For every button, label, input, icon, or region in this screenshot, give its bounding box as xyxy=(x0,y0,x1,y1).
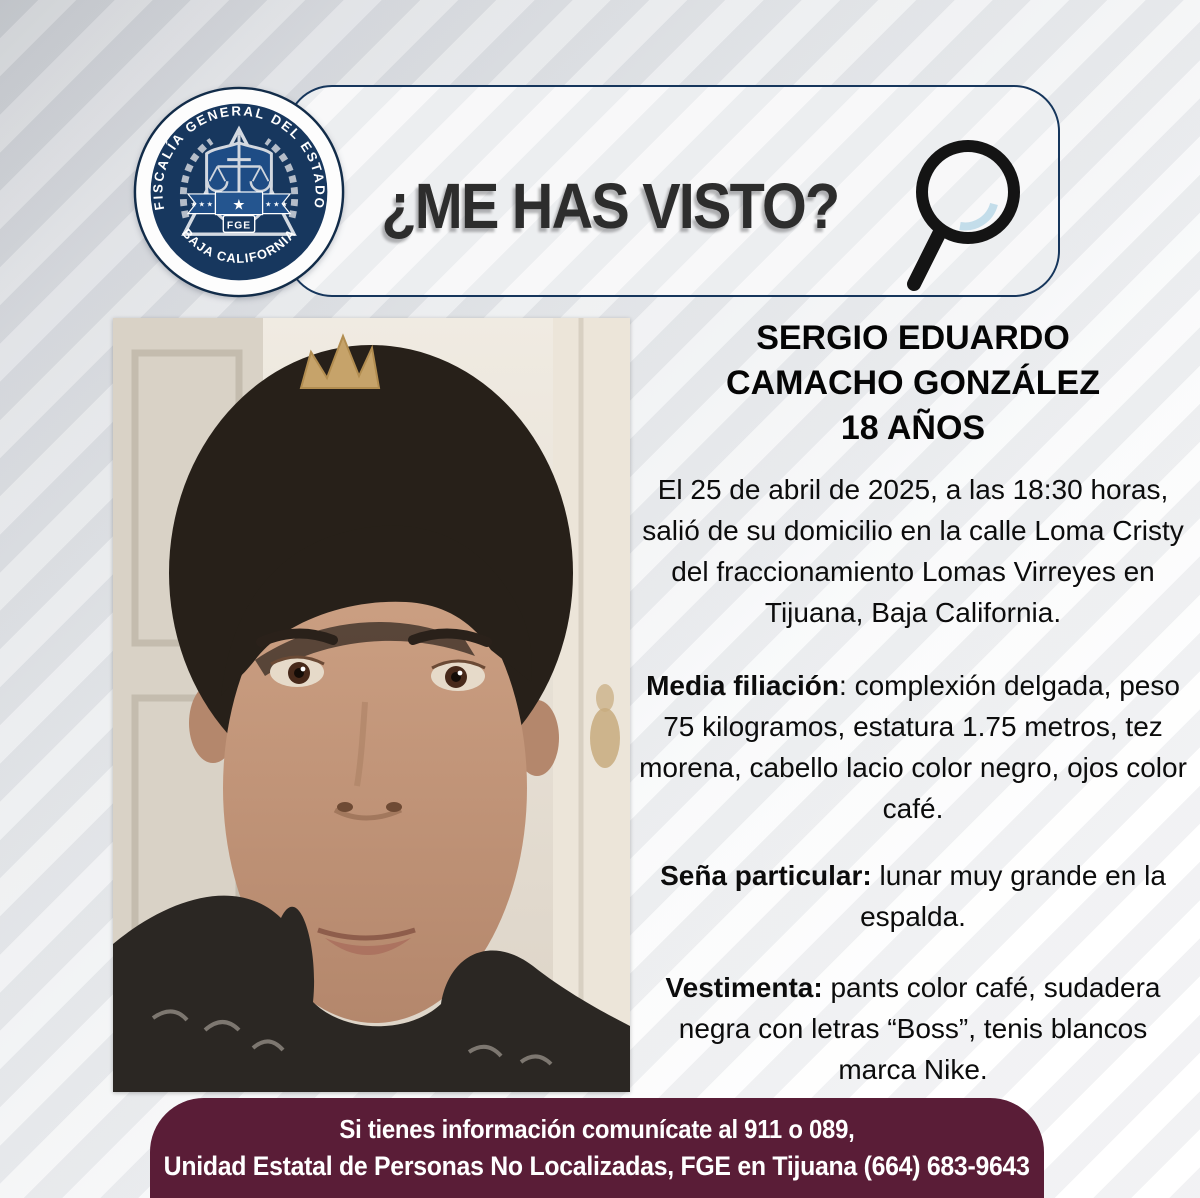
media-filiacion xyxy=(638,665,1188,829)
vestimenta xyxy=(638,967,1188,1090)
vestimenta-text: pants color café, sudadera negra con letras “Boss”, tenis blancos marca Nike. xyxy=(678,972,1161,1085)
media-filiacion-label: Media filiación xyxy=(646,670,840,701)
footer-contact-line1: Si tienes información comunícate al 911 o 089, xyxy=(339,1114,855,1144)
fge-seal-logo xyxy=(131,84,347,300)
sena-particular-text: lunar muy grande en la espalda. xyxy=(860,860,1166,932)
page-title-text: ¿ME HAS VISTO? xyxy=(381,170,839,242)
fge-badge-label: FGE xyxy=(226,220,252,232)
page-title xyxy=(330,158,890,254)
media-filiacion-text: : complexión delgada, peso 75 kilogramos, estatura 1.75 metros, tez morena, cabello lacio color negro, ojos color café. xyxy=(639,670,1187,824)
fge-seal-icon xyxy=(131,84,347,300)
seal-ring-text-bottom: BAJA CALIFORNIA xyxy=(179,225,299,266)
seal-star-center: ★ xyxy=(232,197,246,214)
person-info xyxy=(638,316,1188,1090)
seal-stars-left: ★ ★ ★ xyxy=(190,201,213,209)
vestimenta-label: Vestimenta: xyxy=(665,972,823,1003)
seal-ring-text-top: FISCALÍA GENERAL DEL ESTADO xyxy=(150,103,328,212)
person-age: 18 AÑOS xyxy=(840,409,986,447)
person-name-line2: CAMACHO GONZÁLEZ xyxy=(726,364,1100,402)
person-name xyxy=(638,316,1188,451)
seal-stars-right: ★ ★ ★ xyxy=(265,201,288,209)
sena-particular xyxy=(638,855,1188,937)
disappearance-description: El 25 de abril de 2025, a las 18:30 horas, salió de su domicilio en la calle Loma Cristy del fraccionamiento Lomas Virreyes en Tijuana, Baja California. xyxy=(642,474,1184,628)
person-photo xyxy=(113,318,630,1092)
footer-contact-line2: Unidad Estatal de Personas No Localizadas, FGE en Tijuana (664) 683-9643 xyxy=(164,1151,1030,1181)
magnifier-icon xyxy=(898,132,1034,302)
sena-particular-label: Seña particular: xyxy=(660,860,872,891)
contact-footer-bar xyxy=(150,1098,1044,1198)
person-name-line1: SERGIO EDUARDO xyxy=(756,319,1070,357)
